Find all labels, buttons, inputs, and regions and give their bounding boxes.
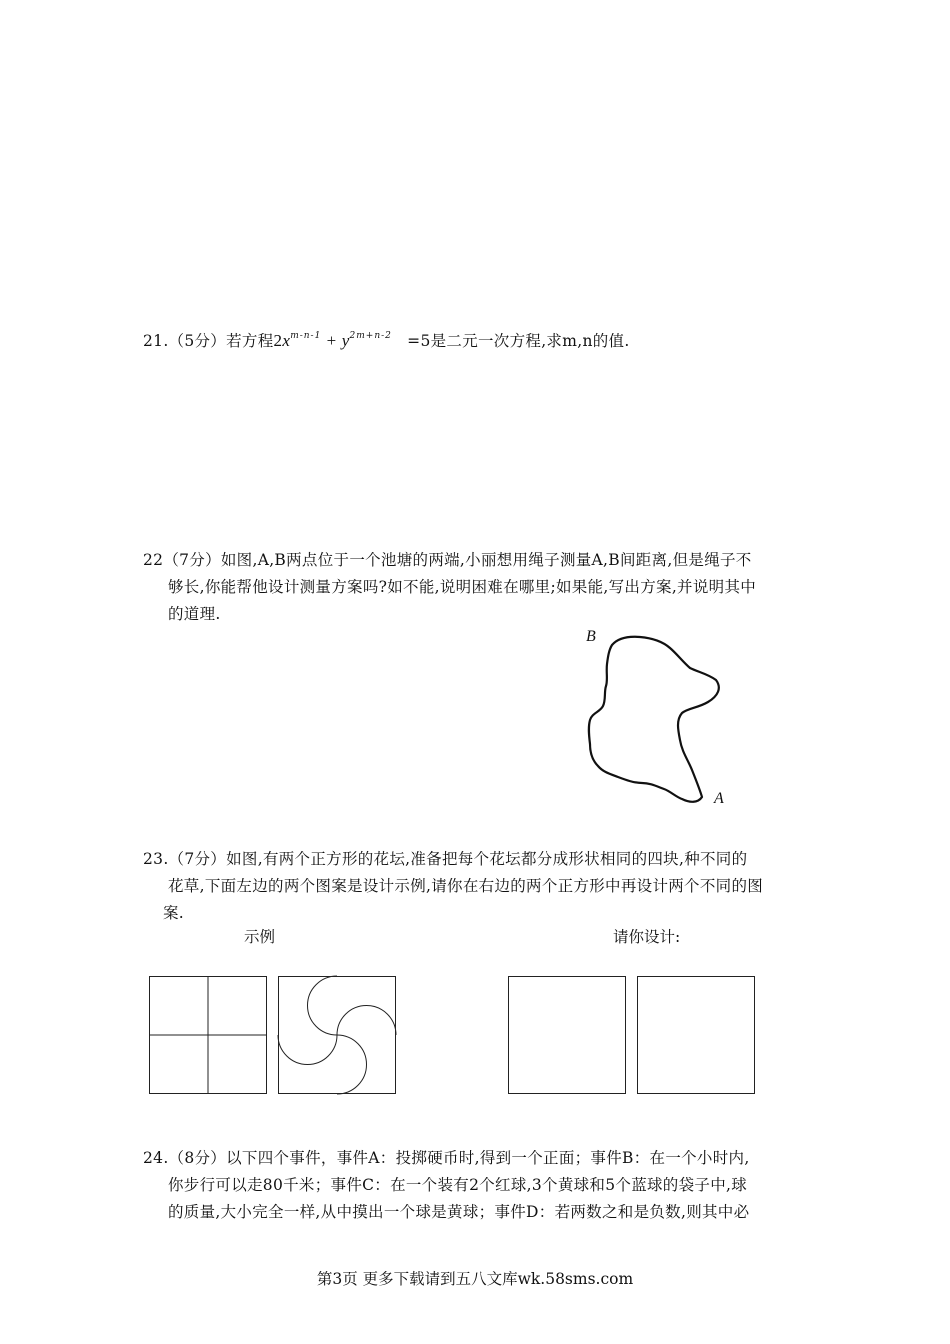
q22-line-1: 22（7分）如图,A,B两点位于一个池塘的两端,小丽想用绳子测量A,B间距离,但是绳子不 — [143, 551, 752, 569]
question-23 — [143, 846, 813, 927]
example-square-quarters — [149, 976, 267, 1094]
design-square-2[interactable] — [637, 976, 755, 1094]
q23-line-2: 花草,下面左边的两个图案是设计示例,请你在右边的两个正方形中再设计两个不同的图 — [168, 877, 764, 895]
pond-outline — [589, 637, 719, 802]
page-footer: 第3页 更多下载请到五八文库wk.58sms.com — [316, 1270, 634, 1288]
q21-coefficient: 2 — [273, 331, 283, 350]
q21-plus: + — [326, 331, 337, 350]
example-square-pinwheel — [278, 976, 396, 1094]
q24-line-1: 24.（8分）以下四个事件，事件A：投掷硬币时,得到一个正面；事件B：在一个小时内, — [143, 1149, 750, 1167]
design-square-1[interactable] — [508, 976, 626, 1094]
q21-prefix: 21.（5分）若方程 — [143, 332, 274, 350]
q23-line-3: 案. — [163, 904, 185, 922]
q22-line-2: 够长,你能帮他设计测量方案吗?如不能,说明困难在哪里;如果能,写出方案,并说明其中 — [168, 578, 757, 596]
q24-line-2: 你步行可以走80千米；事件C：在一个装有2个红球,3个黄球和5个蓝球的袋子中,球 — [168, 1176, 748, 1194]
question-24 — [143, 1145, 813, 1226]
q21-exponent-x: m-n-1 — [290, 331, 322, 341]
q21-var-x: x — [282, 331, 291, 350]
q23-line-1: 23.（7分）如图,有两个正方形的花坛,准备把每个花坛都分成形状相同的四块,种不同的 — [143, 850, 748, 868]
q24-line-3: 的质量,大小完全一样,从中摸出一个球是黄球；事件D：若两数之和是负数,则其中必 — [168, 1203, 750, 1221]
q22-line-3: 的道理. — [168, 605, 221, 623]
design-caption: 请你设计: — [613, 928, 681, 946]
pond-label-a: A — [714, 790, 724, 807]
example-caption: 示例 — [244, 928, 276, 946]
q21-suffix: =5是二元一次方程,求m,n的值. — [407, 332, 630, 350]
pond-label-b: B — [586, 628, 596, 645]
q21-exponent-y: 2m+n-2 — [349, 331, 392, 341]
q21-var-y: y — [341, 331, 350, 350]
